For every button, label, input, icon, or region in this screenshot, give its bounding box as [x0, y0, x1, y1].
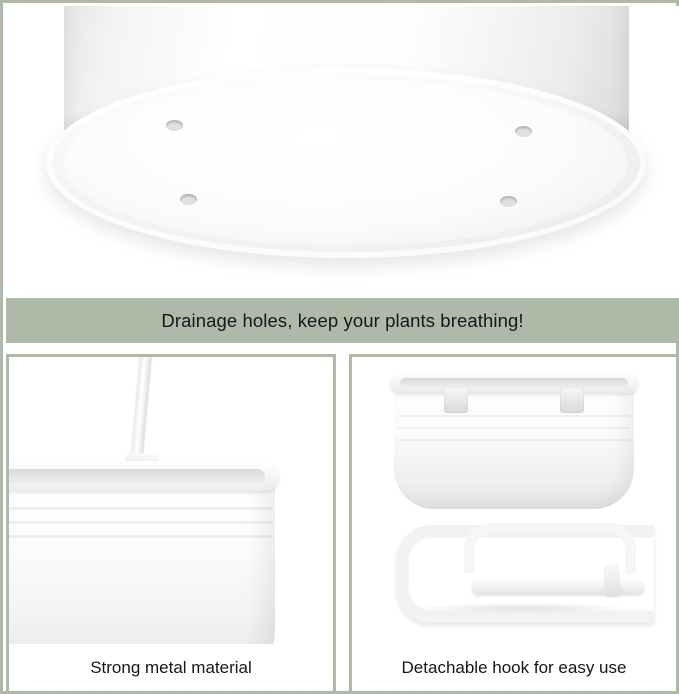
caption-bottom-left: Strong metal material: [9, 644, 333, 691]
photo-metal-material: [9, 357, 333, 644]
bucket-ridge: [9, 507, 273, 510]
hook-clip: [444, 387, 468, 413]
caption-bottom-right: Detachable hook for easy use: [352, 644, 676, 691]
detachable-hook-tail: [603, 562, 621, 597]
hook-clip: [560, 387, 584, 413]
drainage-hole: [180, 194, 197, 205]
bucket-rim-inner: [9, 469, 265, 485]
hook-shadow: [412, 603, 632, 613]
panel-bottom-left: [6, 354, 336, 694]
panel-bottom-right: [349, 354, 679, 694]
drainage-hole: [515, 126, 532, 137]
bucket-rim-inner: [400, 378, 628, 388]
photo-drainage-holes: [6, 6, 679, 298]
caption-top: Drainage holes, keep your plants breathing!: [6, 298, 679, 343]
bucket-body: [9, 467, 275, 644]
bucket-ridge: [9, 521, 273, 524]
bucket-ridge: [398, 427, 630, 429]
photo-detachable-hook: [352, 357, 676, 644]
drainage-hole: [500, 196, 517, 207]
panel-top: [6, 6, 679, 343]
bucket-body: [394, 379, 634, 509]
bucket-ridge: [398, 439, 630, 441]
bucket-ridge: [9, 535, 273, 538]
bucket-ridge: [398, 415, 630, 417]
planter-base-inner: [64, 80, 628, 246]
drainage-hole: [166, 120, 183, 131]
